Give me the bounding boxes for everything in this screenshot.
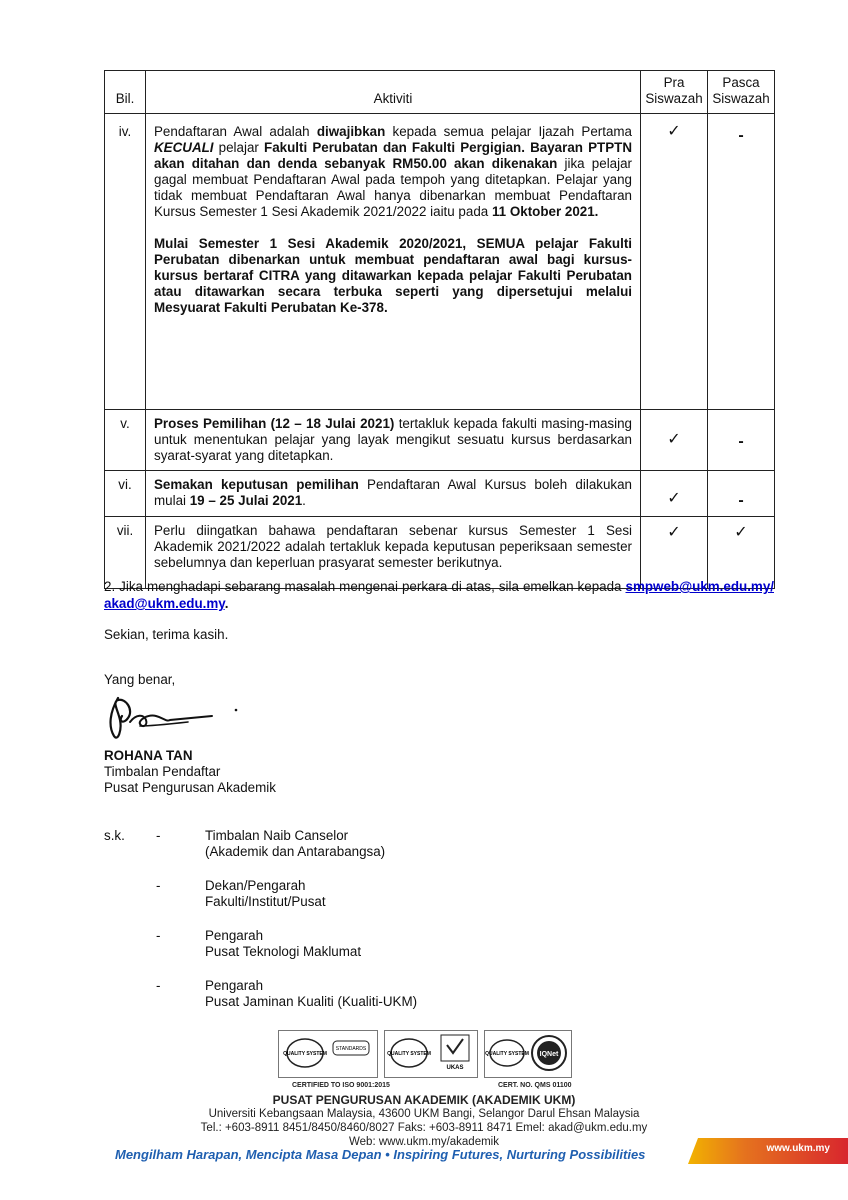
svg-text:IQNet: IQNet: [539, 1051, 559, 1058]
pasca-siswazah-value: -: [708, 471, 775, 517]
row-activity-text: Semakan keputusan pemilihan Pendaftaran Awal Kursus boleh dilakukan mulai 19 – 25 Julai 2021.: [146, 471, 641, 517]
table-row: [105, 410, 775, 471]
cc-recipient-detail: Pusat Jaminan Kualiti (Kualiti-UKM): [205, 994, 418, 1009]
pra-siswazah-check: ✓: [641, 471, 708, 517]
table-header-row: [105, 71, 775, 114]
footer-web: Web: www.ukm.my/akademik: [349, 1136, 499, 1148]
svg-text:STANDARDS: STANDARDS: [335, 1046, 367, 1052]
pasca-siswazah-check: ✓: [708, 517, 775, 589]
cert-number-label: CERT. NO. QMS 01100: [498, 1082, 572, 1089]
cc-item: [104, 928, 604, 978]
signer-block: [104, 748, 276, 796]
cert-iso-label: CERTIFIED TO ISO 9001:2015: [292, 1082, 390, 1089]
signature-image: [100, 692, 250, 744]
cc-dash: -: [156, 878, 161, 893]
row-number: vii.: [105, 517, 146, 589]
signer-name: ROHANA TAN: [104, 748, 193, 763]
row-number: iv.: [105, 114, 146, 410]
svg-text:QUALITY SYSTEM: QUALITY SYSTEM: [387, 1051, 431, 1057]
signer-title: Timbalan Pendaftar: [104, 764, 221, 779]
cc-dash: -: [156, 928, 161, 943]
email-link-smpweb[interactable]: smpweb@ukm.edu.my/: [625, 579, 774, 594]
quality-system-logo-1: [278, 1030, 378, 1078]
closing-text: Sekian, terima kasih.: [104, 627, 229, 642]
footer-contact: Tel.: +603-8911 8451/8450/8460/8027 Faks: +603-8911 8471 Emel: akad@ukm.edu.my: [200, 1122, 648, 1134]
pasca-siswazah-value: -: [708, 410, 775, 471]
row-activity-text: Perlu diingatkan bahawa pendaftaran sebenar kursus Semester 1 Sesi Akademik 2021/2022 adalah tertakluk kepada keputusan peperiksaan semester sebelumnya dan keperluan prasyarat semester berikutnya.: [146, 517, 641, 589]
cc-item: [104, 828, 604, 878]
cc-recipient-detail: (Akademik dan Antarabangsa): [205, 844, 386, 859]
row-activity-text: Proses Pemilihan (12 – 18 Julai 2021) tertakluk kepada fakulti masing-masing untuk menentukan pelajar yang layak mengikut sesuatu kursus berdasarkan syarat-syarat yang ditetapkan.: [146, 410, 641, 471]
footer-slogan: Mengilham Harapan, Mencipta Masa Depan • Inspiring Futures, Nurturing Possibilities: [115, 1147, 646, 1162]
certification-logos: [278, 1030, 570, 1080]
signer-dept: Pusat Pengurusan Akademik: [104, 780, 276, 795]
cc-recipient: Dekan/Pengarah: [205, 878, 306, 893]
contact-paragraph: 2. Jika menghadapi sebarang masalah mengenai perkara di atas, sila emelkan kepada smpweb@ukm.edu.my/ akad@ukm.edu.my.: [104, 579, 774, 611]
pra-siswazah-check: ✓: [641, 114, 708, 410]
table-row: [105, 471, 775, 517]
svg-text:UKAS: UKAS: [446, 1065, 464, 1071]
cc-recipient: Pengarah: [205, 978, 264, 993]
salutation-text: Yang benar,: [104, 672, 176, 687]
cc-dash: -: [156, 828, 161, 843]
header-pra-siswazah: Pra Siswazah: [641, 71, 708, 114]
header-activity: Aktiviti: [146, 71, 641, 114]
pra-siswazah-check: ✓: [641, 410, 708, 471]
row-number: vi.: [105, 471, 146, 517]
cc-recipient-detail: Fakulti/Institut/Pusat: [205, 894, 326, 909]
email-link-akad[interactable]: akad@ukm.edu.my: [104, 596, 225, 611]
cc-item: [104, 978, 604, 1028]
cc-label: s.k.: [104, 828, 125, 843]
table-row: [105, 114, 775, 410]
ukas-logo: [384, 1030, 478, 1078]
activity-table: [104, 70, 775, 589]
cc-dash: -: [156, 978, 161, 993]
footer-org: PUSAT PENGURUSAN AKADEMIK (AKADEMIK UKM): [272, 1093, 576, 1107]
row-activity-text: Pendaftaran Awal adalah diwajibkan kepada semua pelajar Ijazah Pertama KECUALI pelajar Fakulti Perubatan dan Fakulti Pergigian. Bayaran PTPTN akan ditahan dan denda sebanyak RM50.00 akan dikenakan jika pelajar gagal membuat Pendaftaran Awal pada tempoh yang ditetapkan. Pelajar yang tidak membuat Pendaftaran Awal hanya dibenarkan membuat Pendaftaran Kursus Semester 1 Sesi Akademik 2021/2022 iaitu pada 11 Oktober 2021. Mulai Semester 1 Sesi Akademik 2020/2021, SEMUA pelajar Fakulti Perubatan dibenarkan untuk membuat pendaftaran awal bagi kursus-kursus bertaraf CITRA yang ditawarkan kepada pelajar Fakulti Perubatan atau ditawarkan secara terbuka seperti yang dipersetujui melalui Mesyuarat Fakulti Perubatan Ke-378.: [146, 114, 641, 410]
header-pasca-siswazah: Pasca Siswazah: [708, 71, 775, 114]
footer-address: Universiti Kebangsaan Malaysia, 43600 UKM Bangi, Selangor Darul Ehsan Malaysia: [208, 1108, 640, 1120]
cc-recipient-detail: Pusat Teknologi Maklumat: [205, 944, 362, 959]
pra-siswazah-check: ✓: [641, 517, 708, 589]
row-number: v.: [105, 410, 146, 471]
svg-text:QUALITY SYSTEM: QUALITY SYSTEM: [283, 1051, 327, 1057]
footer-site-link[interactable]: www.ukm.my: [766, 1143, 830, 1154]
iqnet-logo: [484, 1030, 572, 1078]
svg-text:QUALITY SYSTEM: QUALITY SYSTEM: [485, 1051, 529, 1057]
cc-list: [104, 828, 604, 1028]
header-bil: Bil.: [105, 71, 146, 114]
cc-recipient: Timbalan Naib Canselor: [205, 828, 349, 843]
cc-item: [104, 878, 604, 928]
pasca-siswazah-value: -: [708, 114, 775, 410]
cc-recipient: Pengarah: [205, 928, 264, 943]
